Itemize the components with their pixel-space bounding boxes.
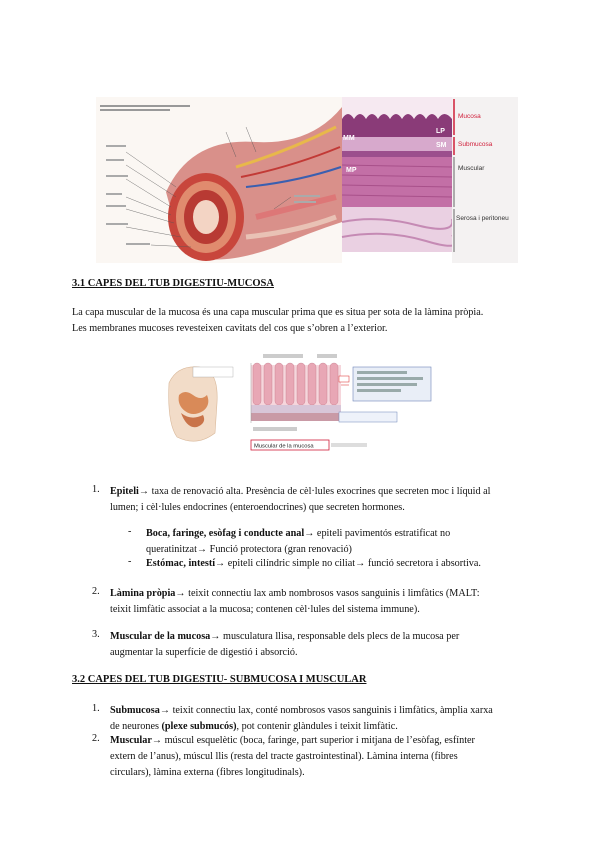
item-3-line-1: [110, 629, 528, 645]
s2-item-1-plexus: (plexe submucós): [161, 721, 237, 732]
mp-label: MP: [346, 167, 357, 174]
item-1-number: 1.: [92, 484, 100, 495]
s2-item-1-text-2b: , pot contenir glàndules i teixit limfàtic.: [236, 721, 398, 732]
subitem-1-dash: -: [128, 526, 132, 537]
subitem-2-dash: -: [128, 556, 132, 567]
lp-label: LP: [436, 128, 445, 135]
item-2-number: 2.: [92, 586, 100, 597]
item-2-text-1: → teixit connectiu lax amb nombrosos vasos sanguinis i limfàtics (MALT:: [175, 588, 480, 599]
subitem-1-title: Boca, faringe, esòfag i conducte anal: [146, 528, 305, 539]
label-mucosa: Mucosa: [458, 113, 481, 120]
s2-item-2-line-2: extern de l’anus), múscul llis (resta del tracte gastrointestinal). Làmina interna (fibres: [110, 751, 458, 762]
s2-item-2-line-1: [110, 733, 528, 749]
subitem-1-line-2: queratinitzat→ Funció protectora (gran renovació): [146, 544, 352, 555]
digestive-tube-layers-figure: [96, 97, 518, 263]
s2-item-1-text-2a: de neurones: [110, 721, 162, 732]
subitem-1-text-1: → epiteli pavimentós estratificat no: [304, 528, 451, 539]
item-1-line-1: [110, 484, 528, 500]
sm-label: SM: [436, 142, 447, 149]
section-1-heading: 3.1 CAPES DEL TUB DIGESTIU-MUCOSA: [72, 278, 274, 289]
label-submucosa: Submucosa: [458, 141, 493, 148]
s2-item-2-title: Muscular: [110, 735, 152, 746]
s2-item-1-line-1: [110, 703, 528, 719]
item-1-title: Epiteli: [110, 486, 139, 497]
muscularis-mucosae-figure: [167, 353, 435, 451]
intro-line-1: La capa muscular de la mucosa és una capa muscular prima que es situa per sota de la làmina pròpia.: [72, 307, 484, 318]
item-3-text-1: → musculatura llisa, responsable dels plecs de la mucosa per: [210, 631, 460, 642]
mm-label: MM: [343, 135, 355, 142]
subitem-2-text-1: → epiteli cilíndric simple no ciliat→ funció secretora i absortiva.: [215, 558, 481, 569]
s2-item-1-text-1: → teixit connectiu lax, conté nombrosos vasos sanguinis i limfàtics, àmplia xarxa: [159, 705, 493, 716]
s2-item-2-text-1: → múscul esquelètic (boca, faringe, part superior i mitjana de l’esòfag, esfínter: [151, 735, 475, 746]
figure-caption: Muscular de la mucosa: [254, 443, 314, 450]
item-1-line-2: lumen; i cèl·lules endocrines (enteroendocrines) que secreten hormones.: [110, 502, 405, 513]
item-1-text-1: → taxa de renovació alta. Presència de cèl·lules exocrines que secreten moc i líquid al: [138, 486, 491, 497]
item-2-line-2: teixit limfàtic associat a la mucosa; contenen cèl·lules del sistema immune).: [110, 604, 420, 615]
subitem-1-line-1: [146, 526, 528, 542]
item-3-line-2: augmentar la superfície de digestió i absorció.: [110, 647, 298, 658]
s2-item-2-line-3: circulars), làmina externa (fibres longitudinals).: [110, 767, 305, 778]
item-2-line-1: [110, 586, 528, 602]
item-3-number: 3.: [92, 629, 100, 640]
intro-line-2: Les membranes mucoses revesteixen cavitats del cos que s’obren a l’exterior.: [72, 323, 388, 334]
section-2-heading: 3.2 CAPES DEL TUB DIGESTIU- SUBMUCOSA I MUSCULAR: [72, 674, 367, 685]
item-2-title: Làmina pròpia: [110, 588, 176, 599]
label-muscular: Muscular: [458, 165, 485, 172]
s2-item-1-number: 1.: [92, 703, 100, 714]
s2-item-2-number: 2.: [92, 733, 100, 744]
label-serosa: Serosa i peritoneu: [456, 215, 509, 222]
subitem-2-title: Estómac, intestí: [146, 558, 216, 569]
item-3-title: Muscular de la mucosa: [110, 631, 211, 642]
subitem-2-line-1: [146, 556, 536, 572]
s2-item-1-title: Submucosa: [110, 705, 160, 716]
